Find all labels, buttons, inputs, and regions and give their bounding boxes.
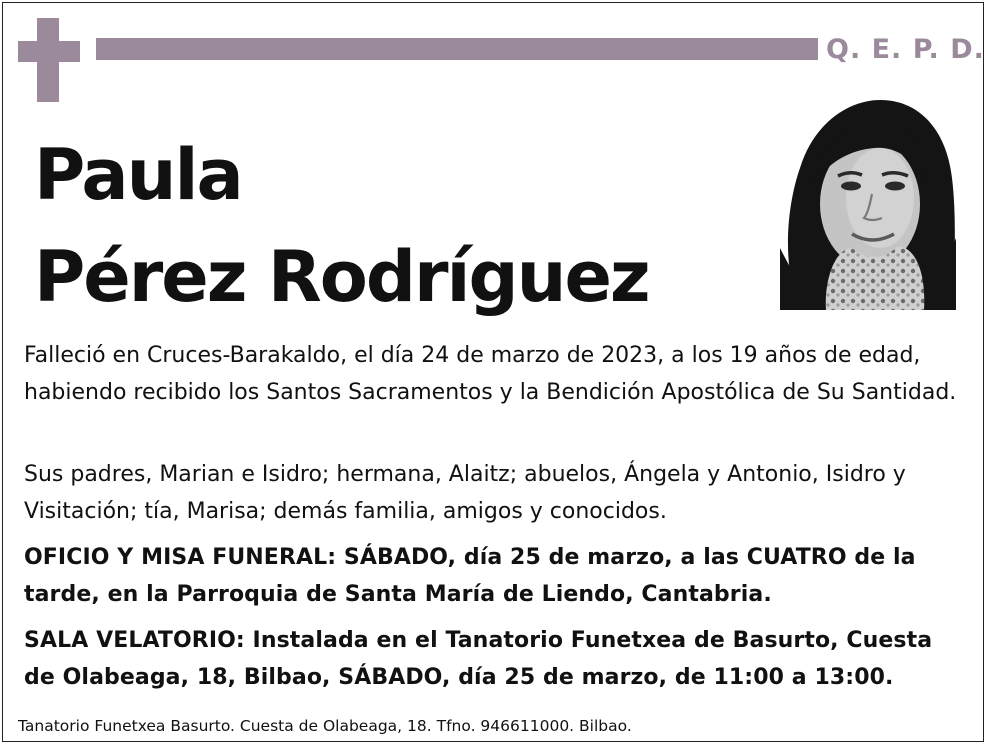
- funeral-paragraph: OFICIO Y MISA FUNERAL: SÁBADO, día 25 de marzo, a las CUATRO de la tarde, en la Parroquia de Santa María de Liendo, Cantabria.: [24, 545, 916, 607]
- portrait-photo: [780, 98, 956, 310]
- death-paragraph: Falleció en Cruces-Barakaldo, el día 24 de marzo de 2023, a los 19 años de edad, habiendo recibido los Santos Sacramentos y la Bendición Apostólica de Su Santidad.: [24, 343, 957, 405]
- family-paragraph: Sus padres, Marian e Isidro; hermana, Alaitz; abuelos, Ángela y Antonio, Isidro y Visitación; tía, Marisa; demás familia, amigos y conocidos.: [24, 462, 906, 524]
- portrait-image: [780, 98, 956, 310]
- first-name: Paula: [34, 134, 242, 216]
- cross-icon: [18, 18, 80, 102]
- header-bar: [96, 38, 818, 60]
- footer-contact: Tanatorio Funetxea Basurto. Cuesta de Olabeaga, 18. Tfno. 946611000. Bilbao.: [18, 717, 632, 735]
- wake-paragraph: SALA VELATORIO: Instalada en el Tanatorio Funetxea de Basurto, Cuesta de Olabeaga, 18, Bilbao, SÁBADO, día 25 de marzo, de 11:00 a 13:00.: [24, 628, 933, 690]
- surnames: Pérez Rodríguez: [34, 236, 649, 318]
- qepd-label: Q. E. P. D.: [826, 34, 985, 65]
